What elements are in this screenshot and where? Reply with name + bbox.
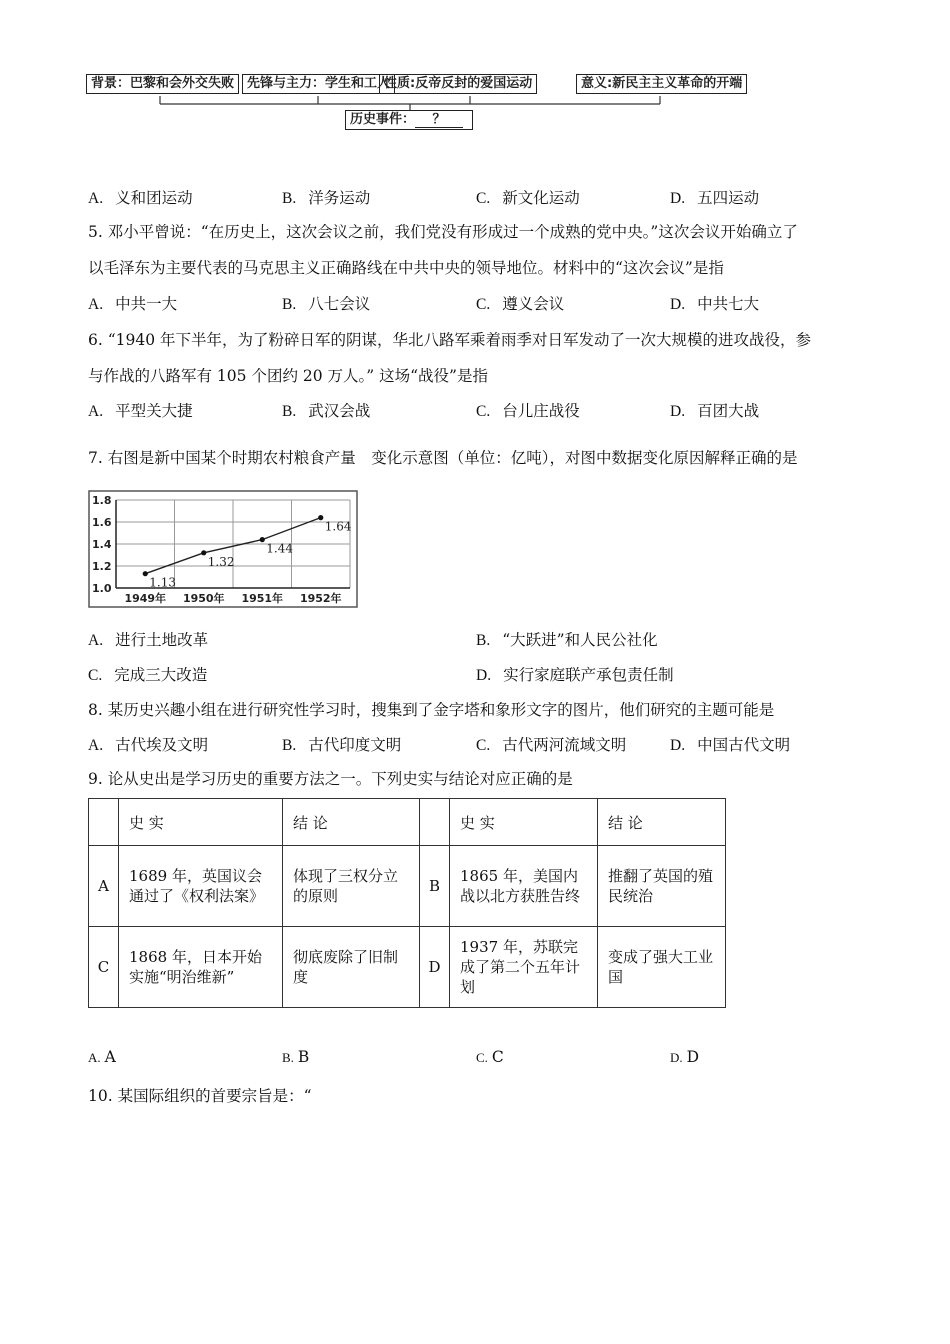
diagram-box-significance: 意义:新民主主义革命的开端 — [576, 74, 747, 94]
row-fact: 1868 年，日本开始实施“明治维新” — [119, 927, 283, 1008]
table-header-fact: 史 实 — [119, 799, 283, 846]
row-conclusion: 推翻了英国的殖民统治 — [598, 846, 726, 927]
option-letter: B. — [282, 296, 297, 313]
option-text: 古代埃及文明 — [115, 736, 209, 754]
q4-option-b[interactable] — [282, 186, 370, 208]
diagram-event-box — [345, 110, 473, 130]
chart-y-tick-label: 1.8 — [92, 494, 112, 507]
chart-x-tick-label: 1952年 — [299, 592, 342, 605]
diagram-event-blank: ？ — [415, 112, 463, 128]
chart-data-label: 1.64 — [324, 519, 352, 534]
q9-stem-line1: 9. 论从史出是学习历史的重要方法之一。下列史实与结论对应正确的是 — [88, 770, 573, 788]
row-fact: 1689 年，英国议会通过了《权利法案》 — [119, 846, 283, 927]
diagram-box-nature: 性质:反帝反封的爱国运动 — [379, 74, 537, 94]
q4-option-d[interactable] — [670, 186, 759, 208]
option-text: A — [104, 1048, 116, 1066]
q9-option-c[interactable] — [476, 1048, 504, 1066]
q5-stem-line2: 以毛泽东为主要代表的马克思主义正确路线在中共中央的领导地位。材料中的“这次会议”是指 — [88, 259, 724, 277]
option-letter: C. — [476, 403, 491, 420]
q7-option-b[interactable] — [476, 628, 658, 650]
option-letter: B. — [282, 403, 297, 420]
row-fact: 1937 年，苏联完成了第二个五年计划 — [450, 927, 598, 1008]
option-letter: A. — [88, 403, 104, 420]
q7-option-a[interactable] — [88, 628, 208, 650]
q6-option-d[interactable] — [670, 399, 759, 421]
row-fact: 1865 年，美国内战以北方获胜告终 — [450, 846, 598, 927]
option-letter: C. — [88, 667, 103, 684]
option-letter: A. — [88, 632, 104, 649]
q9-option-a[interactable] — [88, 1048, 116, 1066]
option-letter: B. — [282, 1050, 294, 1065]
q4-option-c[interactable] — [476, 186, 580, 208]
chart-data-point — [201, 550, 206, 555]
option-text: 台儿庄战役 — [502, 402, 580, 420]
diagram-box-background: 背景：巴黎和会外交失败 — [86, 74, 239, 94]
option-text: 进行土地改革 — [115, 631, 209, 649]
grain-output-chart — [88, 490, 362, 610]
q8-option-b[interactable] — [282, 733, 401, 755]
q8-option-c[interactable] — [476, 733, 626, 755]
q8-option-a[interactable] — [88, 733, 208, 755]
option-text: 中共七大 — [697, 295, 760, 313]
option-text: 平型关大捷 — [115, 402, 193, 420]
row-letter: D — [420, 927, 450, 1008]
option-text: D — [686, 1048, 700, 1066]
q5-option-c[interactable] — [476, 292, 564, 314]
q6-option-c[interactable] — [476, 399, 580, 421]
option-text: 义和团运动 — [115, 189, 193, 207]
option-text: 遵义会议 — [502, 295, 565, 313]
chart-y-tick-label: 1.4 — [92, 538, 112, 551]
option-text: 洋务运动 — [308, 189, 371, 207]
option-letter: A. — [88, 296, 104, 313]
q6-stem-line2: 与作战的八路军有 105 个团约 20 万人。” 这场“战役”是指 — [88, 367, 488, 385]
option-letter: A. — [88, 190, 104, 207]
option-letter: A. — [88, 1050, 101, 1065]
option-letter: D. — [670, 296, 686, 313]
option-text: 中共一大 — [115, 295, 178, 313]
option-text: 古代两河流域文明 — [502, 736, 627, 754]
table-header-conclusion: 结 论 — [598, 799, 726, 846]
chart-data-label: 1.13 — [149, 575, 176, 590]
row-letter: B — [420, 846, 450, 927]
table-header-fact: 史 实 — [450, 799, 598, 846]
q9-option-b[interactable] — [282, 1048, 309, 1066]
option-letter: A. — [88, 737, 104, 754]
chart-y-tick-label: 1.0 — [92, 582, 112, 595]
option-letter: C. — [476, 1050, 488, 1065]
chart-x-tick-label: 1950年 — [182, 592, 225, 605]
q7-option-d[interactable] — [476, 663, 674, 685]
chart-x-tick-label: 1949年 — [124, 592, 167, 605]
row-letter: C — [89, 927, 119, 1008]
q4-option-a[interactable] — [88, 186, 193, 208]
q9-option-d[interactable] — [670, 1048, 699, 1066]
table-header-blank — [420, 799, 450, 846]
option-text: C — [491, 1048, 504, 1066]
option-text: 百团大战 — [697, 402, 760, 420]
option-text: 古代印度文明 — [308, 736, 402, 754]
option-letter: D. — [670, 1050, 683, 1065]
option-letter: C. — [476, 296, 491, 313]
chart-data-label: 1.32 — [207, 554, 235, 569]
option-text: 武汉会战 — [308, 402, 371, 420]
row-conclusion: 彻底废除了旧制度 — [283, 927, 420, 1008]
row-letter: A — [89, 846, 119, 927]
q10-stem-line1: 10. 某国际组织的首要宗旨是：“ — [88, 1087, 312, 1105]
option-text: 中国古代文明 — [697, 736, 791, 754]
option-text: B — [297, 1048, 310, 1066]
q5-option-a[interactable] — [88, 292, 177, 314]
q5-option-d[interactable] — [670, 292, 759, 314]
option-letter: C. — [476, 737, 491, 754]
diagram-connectors — [0, 0, 950, 140]
chart-x-tick-label: 1951年 — [241, 592, 284, 605]
q5-option-b[interactable] — [282, 292, 370, 314]
q6-option-b[interactable] — [282, 399, 370, 421]
chart-data-point — [318, 515, 323, 520]
row-conclusion: 变成了强大工业国 — [598, 927, 726, 1008]
option-letter: D. — [670, 190, 686, 207]
option-letter: D. — [476, 667, 492, 684]
option-letter: B. — [282, 190, 297, 207]
facts-conclusions-table — [88, 798, 726, 1008]
diagram-event-label: 历史事件： — [350, 112, 416, 127]
q8-option-d[interactable] — [670, 733, 790, 755]
option-text: 八七会议 — [308, 295, 371, 313]
option-text: 实行家庭联产承包责任制 — [503, 666, 674, 684]
option-text: 五四运动 — [697, 189, 760, 207]
chart-data-point — [143, 571, 148, 576]
table-header-row — [89, 799, 726, 846]
option-text: 完成三大改造 — [114, 666, 208, 684]
chart-y-tick-label: 1.6 — [92, 516, 112, 529]
chart-data-label: 1.44 — [266, 541, 293, 556]
q7-option-c[interactable] — [88, 663, 207, 685]
q5-stem-line1: 5. 邓小平曾说：“在历史上，这次会议之前，我们党没有形成过一个成熟的党中央。”这次会议开始确立了 — [88, 223, 798, 241]
q8-stem-line1: 8. 某历史兴趣小组在进行研究性学习时，搜集到了金字塔和象形文字的图片，他们研究的主题可能是 — [88, 701, 775, 719]
q7-stem-line1: 7. 右图是新中国某个时期农村粮食产量 变化示意图（单位：亿吨），对图中数据变化原因解释正确的是 — [88, 449, 798, 467]
option-letter: C. — [476, 190, 491, 207]
option-letter: B. — [476, 632, 491, 649]
option-text: “大跃进”和人民公社化 — [502, 631, 658, 649]
option-text: 新文化运动 — [502, 189, 580, 207]
chart-data-point — [260, 537, 265, 542]
q6-option-a[interactable] — [88, 399, 193, 421]
chart-y-tick-label: 1.2 — [92, 560, 112, 573]
diagram-box-vanguard: 先锋与主力：学生和工人 — [242, 74, 395, 94]
option-letter: D. — [670, 403, 686, 420]
option-letter: B. — [282, 737, 297, 754]
table-row — [89, 927, 726, 1008]
q6-stem-line1: 6. “1940 年下半年，为了粉碎日军的阴谋，华北八路军乘着雨季对日军发动了一次大规模的进攻战役，参 — [88, 331, 812, 349]
table-header-conclusion: 结 论 — [283, 799, 420, 846]
table-header-blank — [89, 799, 119, 846]
option-letter: D. — [670, 737, 686, 754]
table-row — [89, 846, 726, 927]
row-conclusion: 体现了三权分立的原则 — [283, 846, 420, 927]
